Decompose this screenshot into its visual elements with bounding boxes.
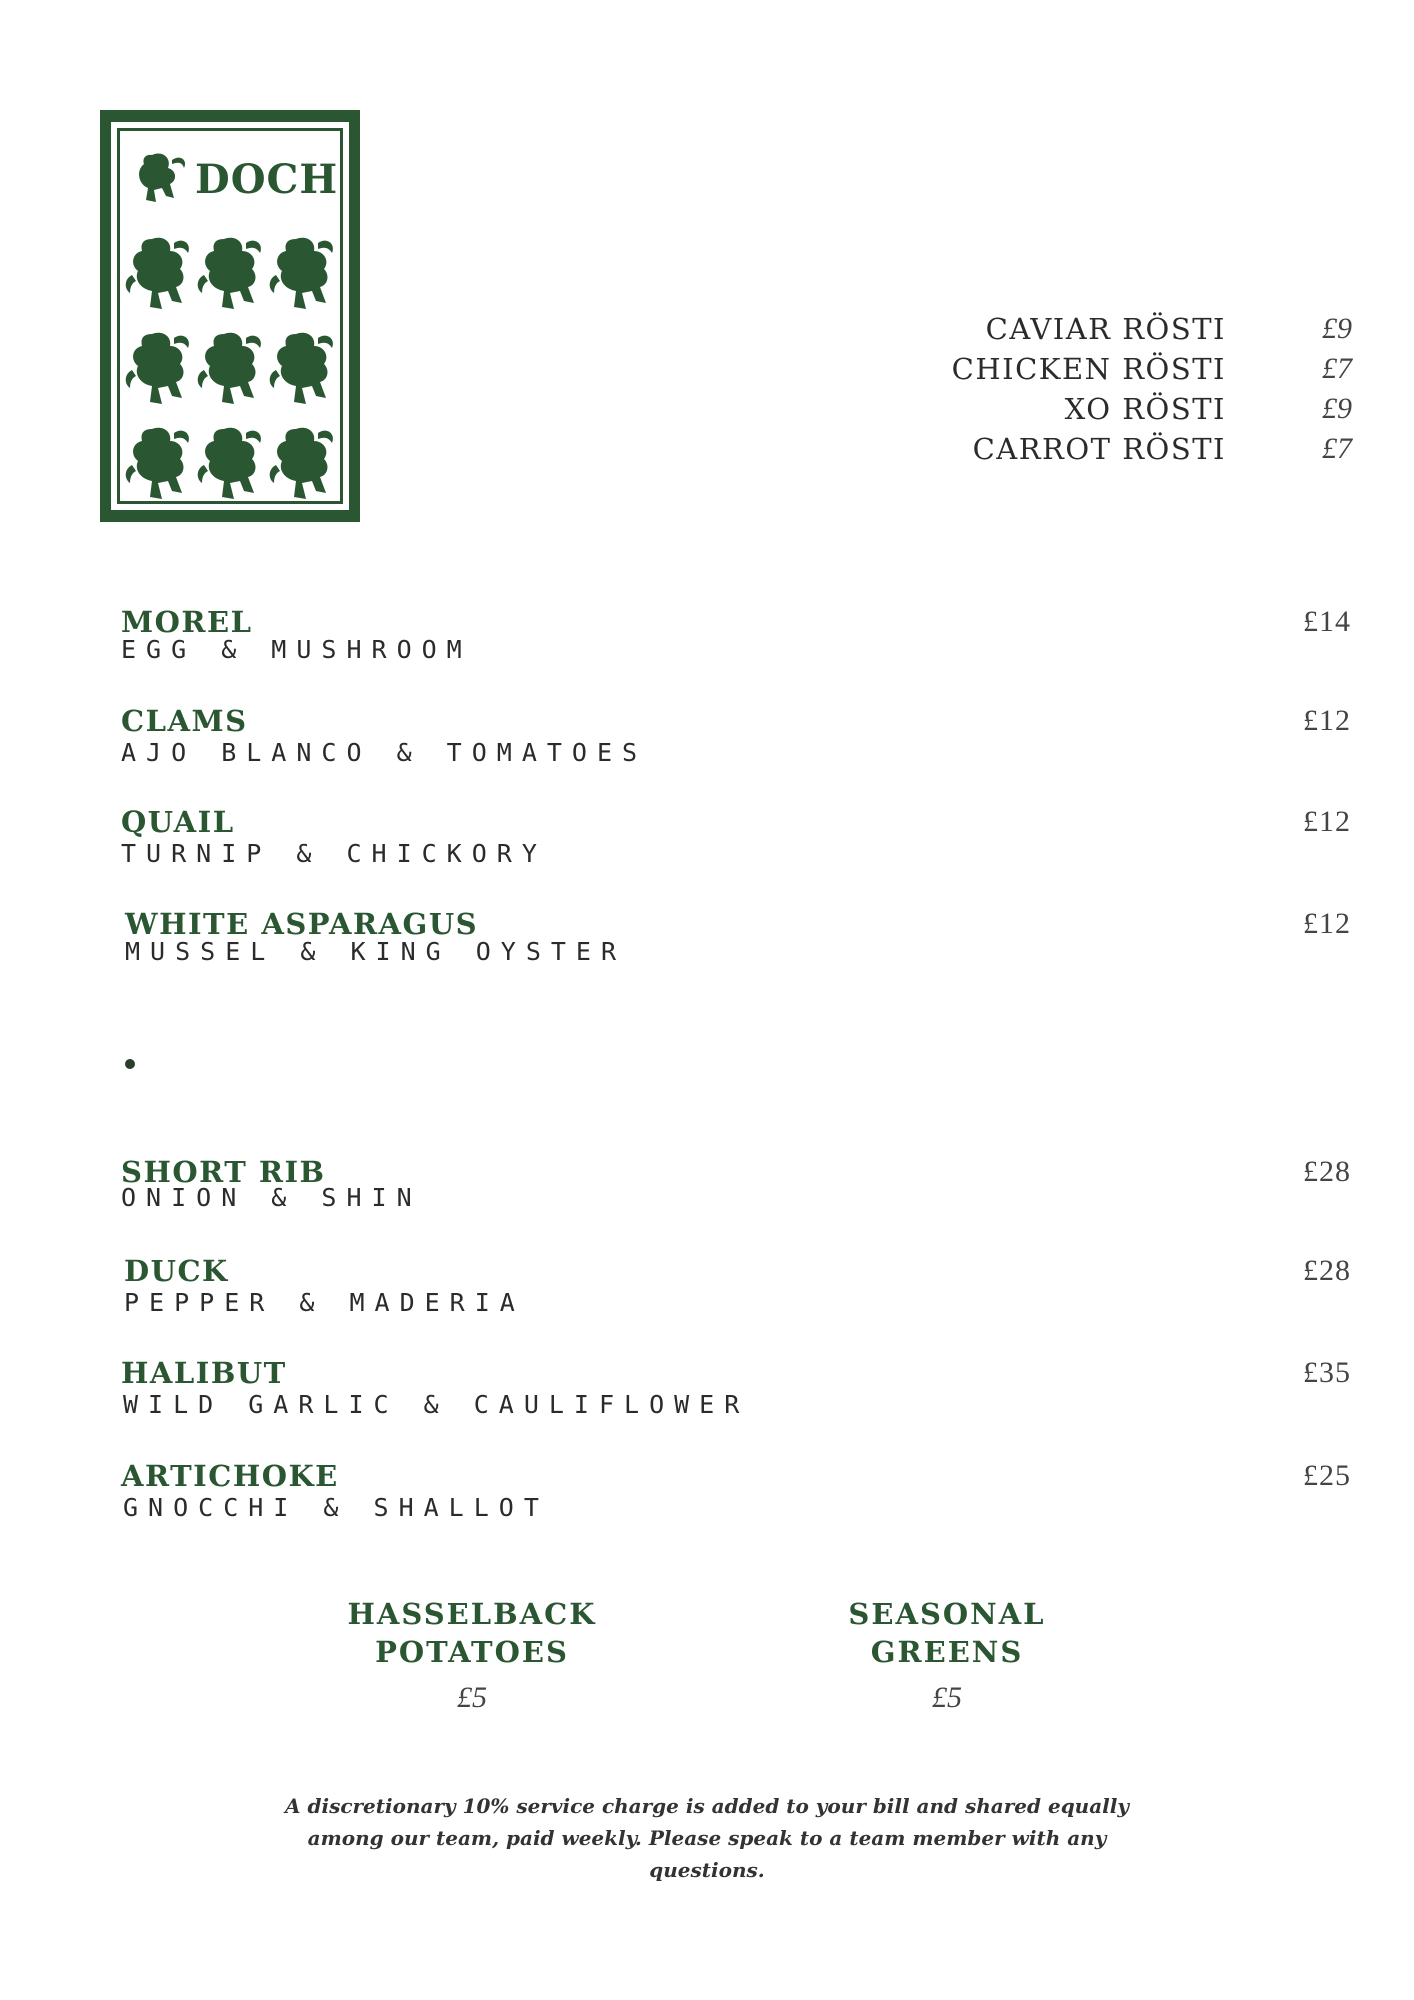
dish-price: £12 [1303,704,1351,737]
side-name-line1: HASSELBACK [347,1597,597,1631]
dish-name: HALIBUT [121,1356,287,1390]
rosti-item [714,432,1414,472]
dish-price: £28 [1303,1254,1351,1287]
dish-description: GNOCCHI & SHALLOT [123,1493,549,1522]
lion-icon [270,428,333,499]
dish-description: ONION & SHIN [121,1183,422,1212]
rosti-price: £7 [1322,352,1352,385]
logo-text: DOCH [195,156,339,203]
rosti-name: CAVIAR RÖSTI [985,312,1226,346]
lion-icon [198,428,261,499]
rosti-name: CHICKEN RÖSTI [951,352,1226,386]
starter-item [125,907,1351,977]
rosti-name: CARROT RÖSTI [972,432,1226,466]
dish-name: SHORT RIB [121,1155,326,1189]
dish-price: £25 [1303,1459,1351,1492]
dish-price: £12 [1303,907,1351,940]
dish-price: £12 [1303,805,1351,838]
side-name-line2: GREENS [870,1635,1024,1669]
doch-logo [100,110,360,522]
main-item [121,1356,1351,1426]
dish-name: MOREL [121,605,253,639]
lion-icon [126,238,189,309]
dish-name: CLAMS [121,704,248,738]
main-item [121,1459,1351,1529]
main-item [124,1254,1351,1324]
rosti-price: £9 [1322,392,1352,425]
rosti-list [714,312,1414,472]
lion-icon [270,333,333,404]
rosti-item [714,312,1414,352]
starter-item [121,704,1351,774]
side-price: £5 [457,1681,487,1714]
rosti-price: £7 [1322,432,1352,465]
lion-icon [198,238,261,309]
lion-icon [126,428,189,499]
dish-description: PEPPER & MADERIA [124,1288,525,1317]
lion-icon [198,333,261,404]
section-divider-dot [125,1059,135,1069]
dish-name: WHITE ASPARAGUS [125,907,479,941]
rosti-item [714,392,1414,432]
lion-icon [126,333,189,404]
main-item [121,1155,1351,1225]
dish-name: DUCK [124,1254,229,1288]
dish-description: WILD GARLIC & CAULIFLOWER [123,1390,750,1419]
rosti-price: £9 [1322,312,1352,345]
dish-price: £28 [1303,1155,1351,1188]
side-name-line2: POTATOES [375,1635,569,1669]
dish-price: £14 [1303,605,1351,638]
side-price: £5 [932,1681,962,1714]
dish-description: MUSSEL & KING OYSTER [125,937,627,966]
dish-description: TURNIP & CHICKORY [121,839,547,868]
rosti-name: XO RÖSTI [1064,392,1226,426]
rosti-item [714,352,1414,392]
dish-description: EGG & MUSHROOM [121,635,472,664]
side-name-line1: SEASONAL [848,1597,1046,1631]
dish-name: QUAIL [121,805,235,839]
dish-price: £35 [1303,1356,1351,1389]
lion-icon [270,238,333,309]
side-item [767,1595,1127,1715]
side-item [292,1595,652,1715]
dish-name: ARTICHOKE [121,1459,339,1493]
starter-item [121,605,1351,675]
starter-item [121,805,1351,875]
service-charge-note: A discretionary 10% service charge is added to your bill and shared equally among our team, paid weekly. Please speak to a team member with any questions. [285,1794,1129,1882]
dish-description: AJO BLANCO & TOMATOES [121,738,648,767]
